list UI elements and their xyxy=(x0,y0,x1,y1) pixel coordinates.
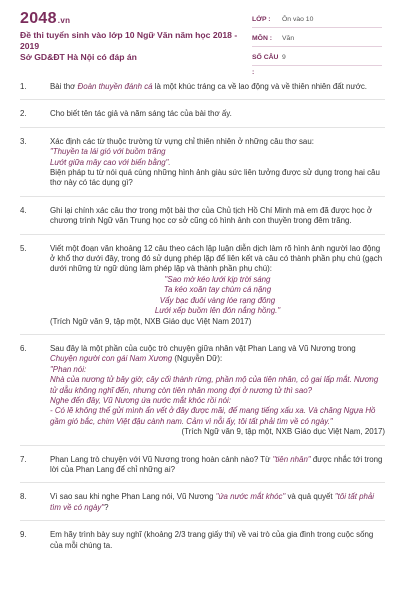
meta-grade: LỚP : Ôn vào 10 xyxy=(252,12,382,28)
question-5: 5. Viết một đoạn văn khoảng 12 câu theo cách lập luận diễn dịch làm rõ hình ảnh người lao động ở khổ thơ dưới đây, trong đó sử dụng phép lặp để liên kết và câu có thành phần phụ chú (gạch dưới những từ ngữ dùng làm phép lặp và thành phần phụ chú): "Sao mờ kéo lưới kịp trời sáng Ta kéo xoăn tay chùm cá nặng Vẩy bạc đuôi vàng lóe rạng đông Lưới xếp buồm lên đón nắng hồng." (Trích Ngữ văn 9, tập một, NXB Giáo dục Việt Nam 2017) xyxy=(20,243,383,326)
divider xyxy=(20,520,385,521)
divider xyxy=(20,482,385,483)
divider xyxy=(20,127,385,128)
question-4: 4. Ghi lại chính xác câu thơ trong một bài thơ của Chủ tịch Hồ Chí Minh mà em đã được học ở chương trình Ngữ văn Trung học cơ sở cũng có hình ảnh con thuyền trong đêm trăng. xyxy=(20,205,373,226)
question-1: 1. Bài thơ Đoàn thuyền đánh cá là một khúc tráng ca về lao động và về thiên nhiên đất nước. xyxy=(20,82,368,91)
site-logo[interactable]: 2048.vn xyxy=(20,10,71,27)
question-8: 8. Vì sao sau khi nghe Phan Lang nói, Vũ Nương "ứa nước mắt khóc" và quả quyết "tôi tất phải tìm về có ngày"? xyxy=(20,492,375,512)
divider xyxy=(20,445,385,446)
divider xyxy=(20,99,385,100)
question-7: 7. Phan Lang trò chuyện với Vũ Nương trong hoàn cảnh nào? Từ "tiên nhân" được nhắc tới trong lời của Phan Lang để chỉ những ai? xyxy=(20,454,383,474)
divider xyxy=(20,234,385,235)
question-2: 2. Cho biết tên tác giả và năm sáng tác của bài thơ ấy. xyxy=(20,109,232,119)
question-6: 6. Sau đây là một phần của cuộc trò chuyện giữa nhân vật Phan Lang và Vũ Nương trong Chuyện người con gái Nam Xương (Nguyễn Dữ): "Phan nói: Nhà của nương tử bây giờ, cây cối thành rừng, phần mộ của tiên nhân, cỏ gai lấp mắt. Nương tử dẫu không nghĩ đến, nhưng còn tiên nhân mong đợi ở nương tử thì sao? Nghe đến đây, Vũ Nương ứa nước mắt khóc rồi nói: - Có lẽ không thể gửi mình ẩn vết ở đây được mãi, để mang tiếng xấu xa. Và chăng Ngựa Hồ gầm gió bắc, chim Việt đậu cành nam. Cảm vì nỗi ấy, tôi tất phải tìm về có ngày." (Trích Ngữ văn 9, tập một, NXB Giáo dục Việt Nam, 2017) xyxy=(20,343,385,437)
document-header xyxy=(0,0,400,76)
divider xyxy=(20,196,385,197)
question-3: 3. Xác định các từ thuộc trường từ vựng chỉ thiên nhiên ở những câu thơ sau: "Thuyền ta lái gió với buồm trăng Lướt giữa mây cao với biển bằng". Biện pháp tu từ nói quá cùng những hình ảnh giàu sức liên tưởng được sử dụng trong hai câu thơ này có tác dụng gì? xyxy=(20,136,380,188)
exam-meta xyxy=(252,12,382,76)
meta-subject: MÔN : Văn xyxy=(252,31,382,47)
meta-question-count: SỐ CÂU : 9 xyxy=(252,50,382,66)
exam-title: Đề thi tuyển sinh vào lớp 10 Ngữ Văn năm học 2018 - 2019 Sở GD&ĐT Hà Nội có đáp án xyxy=(20,30,238,62)
divider xyxy=(20,334,385,335)
question-list xyxy=(20,82,385,551)
question-9: 9. Em hãy trình bày suy nghĩ (khoảng 2/3 trang giấy thi) về vai trò của gia đình trong cuộc sống của mỗi chúng ta. xyxy=(20,530,374,550)
